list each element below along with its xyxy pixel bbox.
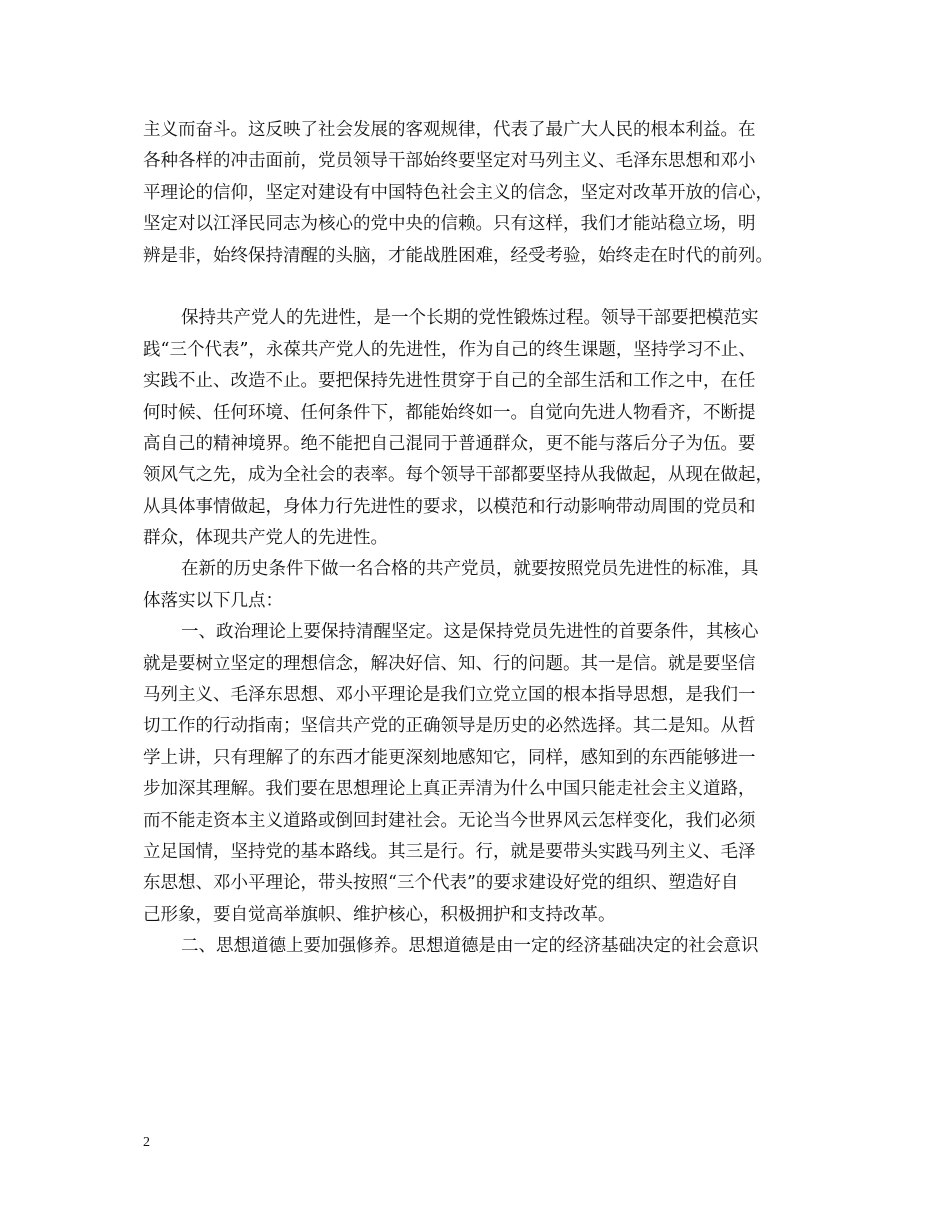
text-line: 从具体事情做起，身体力行先进性的要求，以模范和行动影响带动周围的党员和 [143, 496, 756, 517]
text-line: 辨是非，始终保持清醒的头脑，才能战胜困难，经受考验，始终走在时代的前列。 [143, 245, 773, 266]
text-line: 己形象，要自觉高举旗帜、维护核心，积极拥护和支持改革。 [143, 904, 616, 925]
text-line: 践“三个代表”，永葆共产党人的先进性，作为自己的终生课题，坚持学习不止、 [143, 339, 756, 360]
text-line: 马列主义、毛泽东思想、邓小平理论是我们立党立国的根本指导思想，是我们一 [143, 685, 756, 706]
text-line: 保持共产党人的先进性，是一个长期的党性锻炼过程。领导干部要把模范实 [181, 308, 759, 329]
text-line: 二、思想道德上要加强修养。思想道德是由一定的经济基础决定的社会意识 [181, 936, 759, 957]
text-line: 高自己的精神境界。绝不能把自己混同于普通群众，更不能与落后分子为伍。要 [143, 433, 756, 454]
text-line: 立足国情，坚持党的基本路线。其三是行。行，就是要带头实践马列主义、毛泽 [143, 841, 756, 862]
page-number: 2 [143, 1135, 150, 1150]
text-line: 一、政治理论上要保持清醒坚定。这是保持党员先进性的首要条件，其核心 [181, 622, 759, 643]
paragraph-gap [143, 272, 843, 303]
document-body [143, 115, 843, 963]
text-line: 就是要树立坚定的理想信念，解决好信、知、行的问题。其一是信。就是要坚信 [143, 653, 756, 674]
text-line: 领风气之先，成为全社会的表率。每个领导干部都要坚持从我做起，从现在做起， [143, 465, 773, 486]
text-line: 各种各样的冲击面前，党员领导干部始终要坚定对马列主义、毛泽东思想和邓小 [143, 151, 756, 172]
text-line: 主义而奋斗。这反映了社会发展的客观规律，代表了最广大人民的根本利益。在 [143, 120, 756, 140]
text-line: 何时候、任何环境、任何条件下，都能始终如一。自觉向先进人物看齐，不断提 [143, 402, 756, 423]
text-line: 坚定对以江泽民同志为核心的党中央的信赖。只有这样，我们才能站稳立场，明 [143, 214, 756, 235]
text-line: 东思想、邓小平理论，带头按照“三个代表”的要求建设好党的组织、塑造好自 [143, 873, 739, 894]
text-line: 切工作的行动指南；坚信共产党的正确领导是历史的必然选择。其二是知。从哲 [143, 716, 756, 737]
text-line: 学上讲，只有理解了的东西才能更深刻地感知它，同样，感知到的东西能够进一 [143, 747, 756, 768]
text-line: 平理论的信仰，坚定对建设有中国特色社会主义的信念，坚定对改革开放的信心， [143, 182, 773, 203]
text-line: 群众，体现共产党人的先进性。 [143, 528, 388, 549]
text-line: 体落实以下几点： [143, 590, 283, 611]
text-line: 在新的历史条件下做一名合格的共产党员，就要按照党员先进性的标准，具 [181, 559, 759, 580]
text-line: 实践不止、改造不止。要把保持先进性贯穿于自己的全部生活和工作之中，在任 [143, 371, 756, 392]
text-line: 而不能走资本主义道路或倒回封建社会。无论当今世界风云怎样变化，我们必须 [143, 810, 756, 831]
text-line: 步加深其理解。我们要在思想理论上真正弄清为什么中国只能走社会主义道路， [143, 779, 756, 800]
